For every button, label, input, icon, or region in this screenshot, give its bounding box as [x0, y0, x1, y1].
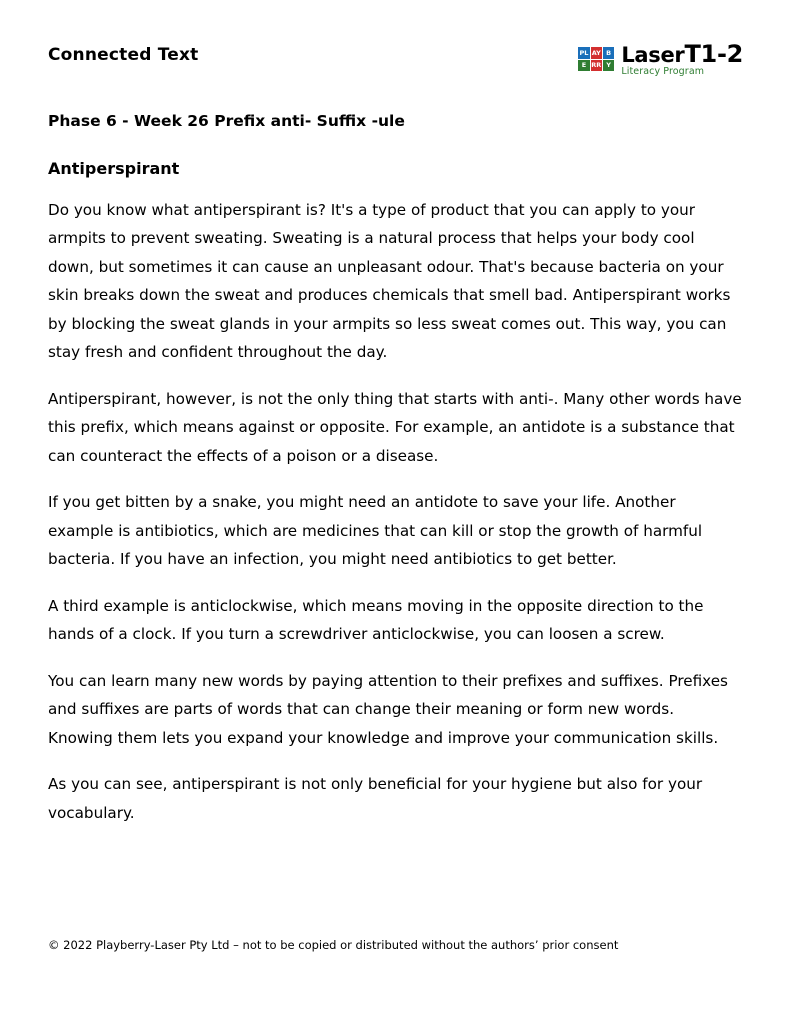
copyright-notice: © 2022 Playberry-Laser Pty Ltd – not to be copied or distributed without the authors’ prior consent [48, 938, 619, 952]
playberry-logo-icon [577, 46, 615, 72]
article-paragraph: If you get bitten by a snake, you might need an antidote to save your life. Another example is antibiotics, which are medicines that can kill or stop the growth of harmful bacteria. If you have an infection, you might need antibiotics to get better. [48, 493, 703, 569]
logo-cell: RR [591, 61, 602, 70]
lesson-subtitle: Phase 6 - Week 26 Prefix anti- Suffix -ule [48, 112, 405, 130]
logo-tagline: Literacy Program [621, 66, 705, 77]
article-paragraph: Do you know what antiperspirant is? It's a type of product that you can apply to your armpits to prevent sweating. Sweating is a natural process that helps your body cool down, but sometimes it can cause an unpleasant odour. That's because bacteria on your skin breaks down the sweat and produces chemicals that smell bad. Antiperspirant works by blocking the sweat glands in your armpits so less sweat comes out. This way, you can stay fresh and confident throughout the day. [48, 200, 731, 362]
logo-cell: E [578, 60, 589, 72]
logo-cell: AY [591, 48, 601, 57]
logo-level: T1-2 [684, 40, 743, 68]
article-paragraph: As you can see, antiperspirant is not only beneficial for your hygiene but also for your vocabulary. [48, 775, 703, 822]
logo-brand: Laser [621, 43, 685, 67]
logo-brand-line [621, 42, 743, 66]
logo-cell: Y [603, 60, 614, 72]
page-header [48, 40, 743, 86]
playberry-laser-logo [577, 42, 743, 77]
article-paragraph: You can learn many new words by paying attention to their prefixes and suffixes. Prefixes and suffixes are parts of words that can change their meaning or form new words. Knowing them lets you expand your knowledge and improve your communication skills. [48, 671, 728, 747]
logo-cell: B [603, 47, 614, 59]
article-paragraph: A third example is anticlockwise, which means moving in the opposite direction to the hands of a clock. If you turn a screwdriver anticlockwise, you can loosen a screw. [48, 596, 704, 644]
article-title: Antiperspirant [48, 158, 180, 178]
page-title: Connected Text [48, 45, 199, 65]
logo-wordmark [621, 42, 743, 77]
logo-cell: PL [579, 48, 589, 57]
article-paragraph: Antiperspirant, however, is not the only thing that starts with anti-. Many other words have this prefix, which means against or opposite. For example, an antidote is a substance that can counteract the effects of a poison or a disease. [48, 389, 742, 465]
